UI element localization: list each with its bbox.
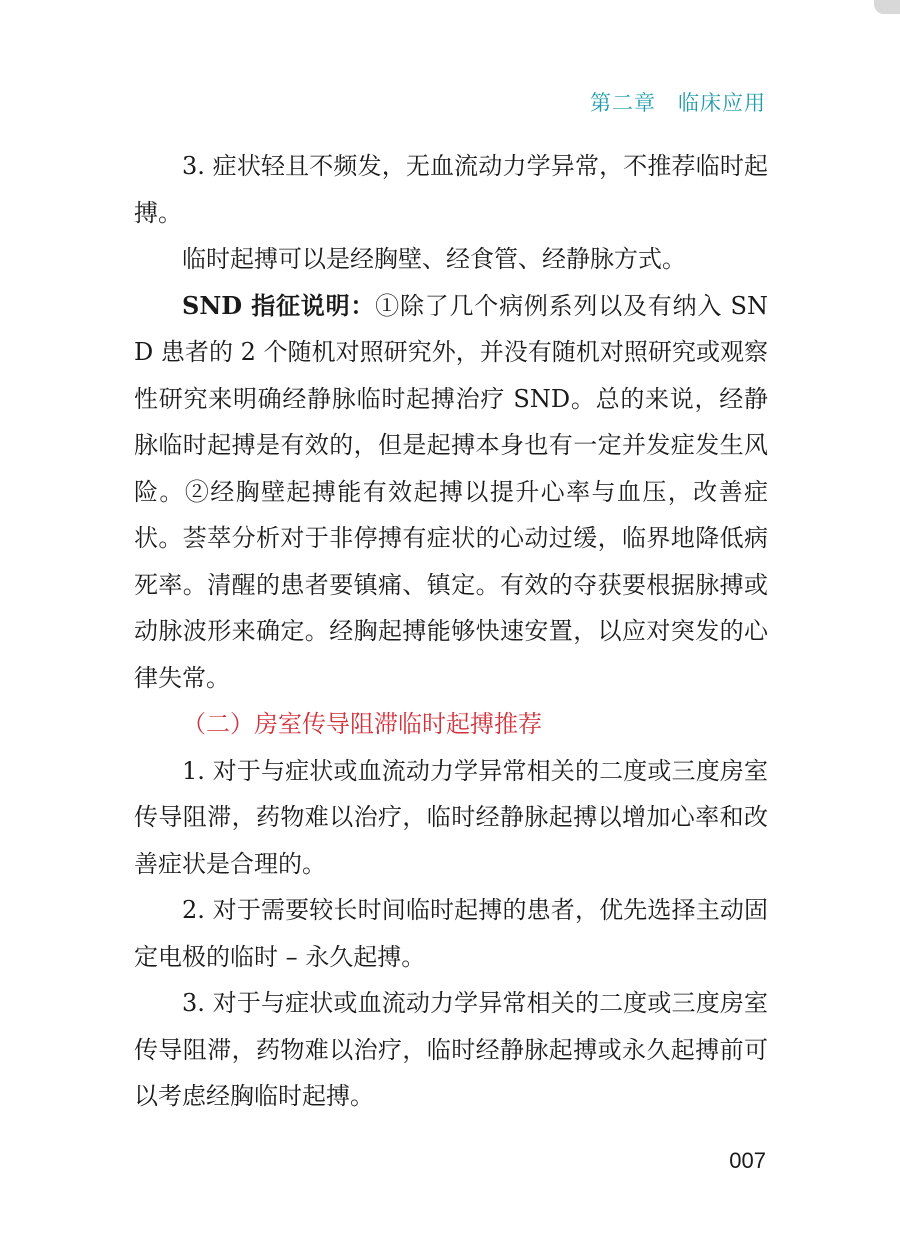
chapter-label: 第二章 [590, 91, 656, 115]
paragraph-3 [134, 283, 768, 702]
running-header [590, 87, 766, 117]
snd-indication-body: ①除了几个病例系列以及有纳入 SND 患者的 2 个随机对照研究外，并没有随机对照研究或观察性研究来明确经静脉临时起搏治疗 SND。总的来说，经静脉临时起搏是有效的，但是起搏本身也有一定并发症发生风险。②经胸壁起搏能有效起搏以提升心率与血压，改善症状。荟萃分析对于非停搏有症状的心动过缓，临界地降低病死率。清醒的患者要镇痛、镇定。有效的夺获要根据脉搏或动脉波形来确定。经胸起搏能够快速安置，以应对突发的心律失常。 [134, 291, 769, 692]
body-text [134, 143, 768, 1120]
section-heading-av-block: （二）房室传导阻滞临时起搏推荐 [182, 710, 542, 738]
page-number: 007 [729, 1148, 766, 1173]
paragraph-5: 2. 对于需要较长时间临时起搏的患者，优先选择主动固定电极的临时 – 永久起搏。 [134, 896, 768, 971]
section-label: 临床应用 [678, 91, 766, 115]
snd-indication-lead: SND 指征说明： [182, 290, 376, 320]
paragraph-4: 1. 对于与症状或血流动力学异常相关的二度或三度房室传导阻滞，药物难以治疗，临时经静脉起搏以增加心率和改善症状是合理的。 [134, 756, 768, 878]
page-corner-mark [874, 0, 900, 14]
paragraph-1: 3. 症状轻且不频发，无血流动力学异常，不推荐临时起搏。 [134, 152, 768, 227]
paragraph-2: 临时起搏可以是经胸壁、经食管、经静脉方式。 [182, 245, 686, 273]
paragraph-6: 3. 对于与症状或血流动力学异常相关的二度或三度房室传导阻滞，药物难以治疗，临时经静脉起搏或永久起搏前可以考虑经胸临时起搏。 [134, 989, 768, 1110]
